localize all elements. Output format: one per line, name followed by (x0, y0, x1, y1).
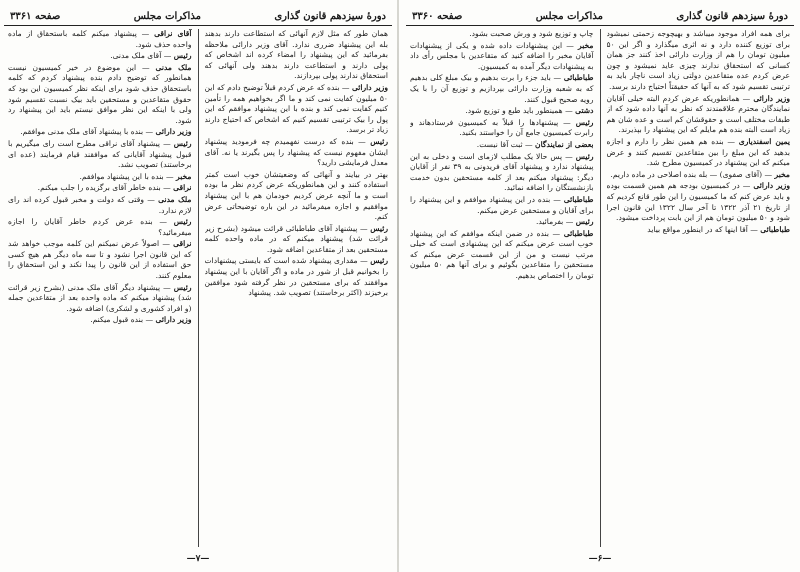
paragraph (410, 140, 594, 151)
paragraph-text: — پیشنهادها را قبلاً به کمیسیون فرستادهاند و رابرت کمیسیون جامع آن را خواستند بکنید. (410, 117, 594, 138)
speaker-name: طباطبائی (563, 228, 594, 238)
speaker-name: رئیس (173, 282, 192, 292)
paragraph-text: — همینطور باید طبع و توزیع شود. (465, 106, 573, 116)
paragraph (410, 73, 594, 105)
column-divider (600, 29, 601, 547)
paragraph (8, 283, 192, 315)
paragraph (607, 170, 791, 181)
speaker-name: وزیر دارائی (753, 93, 790, 103)
paragraph-text: — اصولاً عرض نمیکنم این کلمه موجب خواهد شد که این قانون اجرا نشود و تا سه ماه دیگر هم هیچ کسی حق استفاده از این قانون را پیدا نکند و این استحقاق را معلوم کنند. (8, 239, 192, 281)
speaker-name: نراقی (173, 183, 192, 193)
paragraph (410, 217, 594, 228)
paragraph-text: برای همه افراد موجود میباشد و بهیچوجه زحمتی نمیشود برای توزیع کننده دارد و نه اثری میگذارد و اگر این ۵۰ میلیون تومان را هم از وزارت دارائی اخذ کنند جز همان کسانی که استحقاق ندارند چیزی عاید نمیشود و چون عرض کردم عده متقاعدین دولتی زیاد است ناچار باید به ترتیبی تقسیم شود که به آنها که حقیقتاً احتیاج دارند برسد. (606, 29, 790, 91)
paragraph (8, 217, 192, 238)
speaker-name: مخبر (774, 169, 790, 179)
speaker-name: مخبر (578, 40, 594, 50)
paragraph (410, 229, 594, 282)
paragraph-text: — بنده در ضمن اینکه موافقم که این پیشنهاد خوب است عرض میکنم که این پیشنهادی است که خیلی مرتب نیست و من از این قسمت عرض میکنم که مستحقین را متقاعدین بگوئیم و برای آنها هم ۵۰ میلیون تومان را اختصاص بدهیم. (410, 228, 594, 281)
speaker-name: رئیس (575, 217, 594, 227)
paragraph-text: — پیشنهاد آقای طباطبائی قرائت میشود (بشرح زیر قرائت شد) پیشنهاد میکنم که در ماده واحده کلمه مستحقین بعد از متقاعدین اضافه شود. (204, 223, 388, 254)
paragraph-text: — این موضوع در خیر کمیسیون نیست همانطور که توضیح دادم بنده پیشنهاد کردم که کلمه باستحقاق حذف شود برای اینکه نظر کمیسیون این بود که حقوق متقاعدین و مستحقین باید بیک نسبت تقسیم شود ولی با اینکه این نظر موافق نیستم باید این پیشنهاد رد شود. (8, 62, 192, 125)
speaker-name: ملک مدنی (155, 62, 192, 72)
paragraph (8, 51, 192, 62)
paragraph (607, 225, 791, 236)
right-page-col-left (410, 29, 594, 547)
right-page-header (406, 6, 794, 26)
paragraph (607, 29, 791, 93)
paragraph (8, 239, 192, 281)
speaker-name: رئیس (575, 151, 594, 161)
paragraph-text: — آقای ملک مدنی. (110, 51, 172, 61)
paragraph-text: — وقتی که دولت و مخبر قبول کرده اند رای لازم ندارد. (8, 194, 192, 215)
paragraph (205, 29, 389, 82)
speaker-name: یمین اسفندیاری (738, 136, 790, 146)
paragraph-text: — پیشنهاد میکنم کلمه باستحقاق از ماده واحده حذف شود. (8, 29, 192, 49)
speaker-name: طباطبائی (563, 194, 594, 204)
paragraph (607, 181, 791, 223)
paragraph (410, 195, 594, 216)
paragraph (205, 137, 389, 169)
left-page-number: —۷— (186, 554, 210, 564)
speaker-name: دشتی (575, 106, 594, 116)
paragraph-text: — این پیشنهادات داده شده و یکی از پیشنهادات آقایان مخبر را اضافه کنید که متقاعدین با مجلس رأی داد به پیشنهادات دیگر آمده به کمیسیون. (410, 40, 594, 71)
paragraph (607, 94, 791, 136)
paragraph (410, 152, 594, 194)
speaker-name: رئیس (370, 136, 388, 146)
paragraph-text: بهتر در بیایند و آنهائی که وضعیتشان خوب است کمتر استفاده کنند و این همانطوریکه عرض کردم نظر ما بوده است و ما آنچه عرض کردیم خودمان هم با این پیشنهاد موافقیم و اجازه میفرمائید در این باره توضیحاتی عرض کنم. (204, 169, 388, 222)
paragraph-text: — بنده در این پیشنهاد موافقم و این پیشنهاد را برای آقایان و مستحقین عرض میکنم. (410, 194, 594, 215)
paragraph (607, 137, 791, 169)
paragraph-text: — بنده که عرض کردم قبلاً توضیح دادم که این ۵۰ میلیون کفایت نمی کند و ما اگر بخواهیم همه را تأمین کنیم کفایت نمی کند و بنده با این پیشنهاد موافقم که این پول را بیک ترتیبی تقسیم کنیم که اشخاص که احتیاج دارند زیاد تر برسد. (204, 82, 388, 135)
right-header-session: دورهٔ سیزدهم قانون گذاری (676, 11, 788, 22)
paragraph-text: — آقا اینها که در اینطور مواقع بیاید (647, 224, 758, 234)
speaker-name: طباطبائی (563, 73, 594, 83)
speaker-name: آقای نراقی (154, 29, 192, 38)
left-page (4, 6, 392, 564)
speaker-name: وزیر دارائی (155, 127, 192, 137)
speaker-name: وزیر دارائی (351, 82, 388, 92)
paragraph-text: — بنده عرض کردم خاطر آقایان را اجازه میفرمائید؟ (8, 217, 192, 237)
paragraph (8, 127, 192, 138)
right-header-title: مذاکرات مجلس (535, 11, 603, 22)
right-header-page: صفحه ۳۳۶۰ (412, 11, 463, 22)
speaker-name: رئیس (173, 138, 192, 148)
right-page-number: —۶— (588, 554, 612, 564)
right-page-columns (406, 26, 794, 547)
left-header-title: مذاکرات مجلس (133, 11, 201, 22)
speaker-name: طباطبائی (760, 224, 790, 234)
speaker-name: وزیر دارائی (155, 315, 192, 325)
paragraph-text: — بنده هم همین نظر را دارم و اجازه بدهید که این مبلغ را بین متقاعدین تقسیم کنند و عرض میکنم که این پیشنهاد در کمیسیون مطرح شد. (606, 136, 790, 168)
paragraph (410, 118, 594, 139)
paragraph-text: — همانطوریکه عرض کردم البته خیلی آقایان نمایندگان محترم علاقمندند که نظر به آنها داده شود که از طبقات مختلف است و حقوقشان کم است و عده شان هم زیاد است البته بنده هم مایلم که این پیشنهاد را بپذیرند. (606, 93, 790, 135)
paragraph-text: چاپ و توزیع شود و ورش صحبت بشود. (469, 29, 594, 38)
paragraph-text: — پیشنهاد دیگر آقای ملک مدنی (بشرح زیر قرائت شد) پیشنهاد میکنم که ماده واحده بعد از متقاعدین جمله (و افراد کشوری و لشکری) اضافه شود. (8, 282, 192, 313)
paragraph (205, 256, 389, 298)
paragraph-text: — بنده با این پیشنهاد موافقم. (79, 171, 174, 181)
paragraph (8, 63, 192, 127)
paragraph-text: — مقداری پیشنهاد شده است که بایستی پیشنهادات را بخوانیم قبل از شور در ماده و اگر آقایان با این پیشنهاد موافقند که برای مستحقین در نظر گرفته شود موافقین برخیزند (اکثر برخاستند) تصویب شد. پیشنهاد (204, 256, 388, 298)
paragraph-text: — بنده با پیشنهاد آقای ملک مدنی موافقم. (20, 127, 154, 137)
left-page-col-right (205, 29, 389, 547)
paragraph (8, 315, 192, 326)
left-header-session: دورهٔ سیزدهم قانون گذاری (274, 11, 386, 22)
right-page (406, 6, 794, 564)
paragraph-text: همان طور که مثل لازم آنهائی که استطاعت دارند بدهند بله این پیشنهاد ضرری ندارد. آقای وزیر دارائی ملاحظه بفرمائید که این پیشنهاد را امضاء کرده اند اشخاص که پولی دارند و استطاعت دارند بدهند ولی آنهائی که استحقاق ندارند پولی بپردازند. (204, 29, 388, 81)
paragraph (8, 172, 192, 183)
paragraph-text: — باید جزء را برت بدهیم و بیک مبلغ کلی بدهیم که به شعبه وزارت دارائی بپردازیم و توزیع آن را با یک رویه صحیح قبول کنند. (410, 73, 594, 104)
paragraph (8, 195, 192, 216)
paragraph-text: — بفرمائید. (535, 217, 574, 227)
speaker-name: وزیر دارائی (753, 181, 790, 191)
paragraph-text: — بنده که درست نفهمیدم چه فرمودید پیشنهاد ایشان مفهوم نیست که پیشنهاد را پس بگیرند یا نه. آقای معدل فرمایشی دارید؟ (204, 136, 388, 168)
paragraph-text: — (آقای صفوی) — بله بنده اصلاحی در ماده داریم. (610, 169, 773, 179)
speaker-name: رئیس (370, 223, 388, 233)
column-divider (198, 29, 199, 547)
paragraph (410, 41, 594, 73)
left-header-page: صفحه ۳۳۶۱ (10, 11, 61, 22)
left-page-columns (4, 26, 392, 547)
speaker-name: بعضی از نمایندگان (535, 139, 594, 149)
paragraph-text: — پس حالا یک مطلب لازمای است و دخلی به این پیشنهاد ندارد و پیشنهاد آقای فریدونی به ۳۹ نفر از آقایان دیگر: پیشنهاد میکنم بعد از کلمه مستحقین بدون خدمت بازنشستگان را اضافه نمائید. (410, 151, 594, 193)
paragraph-text: — بنده قبول میکنم. (90, 315, 154, 325)
left-page-header (4, 6, 392, 26)
paragraph (8, 29, 192, 50)
paragraph (410, 106, 594, 117)
paragraph (205, 170, 389, 223)
speaker-name: رئیس (173, 51, 192, 61)
paragraph (410, 29, 594, 40)
right-page-col-right (607, 29, 791, 547)
speaker-name: ملک مدنی (158, 194, 192, 204)
paragraph-text: — بنده خاطر آقای برگزیده را جلب میکنم. (37, 183, 171, 193)
paragraph (205, 224, 389, 256)
paragraph (8, 139, 192, 171)
speaker-name: مخبر (176, 171, 192, 181)
page-gutter (397, 0, 399, 572)
speaker-name: رئیس (173, 217, 192, 227)
speaker-name: رئیس (575, 117, 594, 127)
paragraph (205, 83, 389, 136)
paragraph-text: — پیشنهاد آقای نراقی مطرح است رای میگیریم با قبول پیشنهاد آقایانی که موافقند قیام فرمایند (عده ای برخاستند) تصویب نشد. (8, 138, 192, 170)
left-page-col-left (8, 29, 192, 547)
paragraph-text: — ثبت آقا نیست. (476, 139, 533, 149)
paragraph (8, 183, 192, 194)
speaker-name: رئیس (370, 256, 388, 266)
speaker-name: نراقی (173, 239, 192, 249)
paragraph-text: — در کمیسیون بودجه هم همین قسمت بوده و باید عرض کنم که ما کمیسیون را این طور قانع کردیم که از تاریخ ۲۱ آذر ۱۳۲۲ تا آخر سال ۱۳۲۲ این قانون اجرا شود و ۵۰ میلیون تومان هم از این بابت پرداخت میشود. (606, 181, 790, 223)
